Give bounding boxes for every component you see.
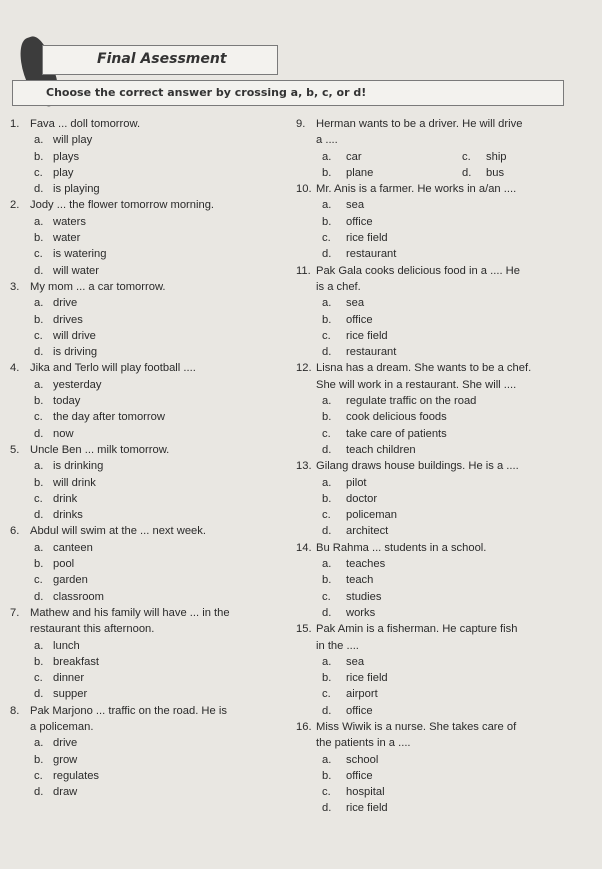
question-9 <box>296 116 596 181</box>
option-letter: b. <box>322 672 332 685</box>
option-letter: c. <box>34 411 43 424</box>
option-text: sea <box>346 655 365 668</box>
option-text: sea <box>346 297 365 310</box>
question-text: Bu Rahma ... students in a school. <box>316 541 487 554</box>
answer-option[interactable] <box>10 230 294 246</box>
option-letter: b. <box>322 166 332 179</box>
option-text: regulate traffic on the road <box>346 395 477 408</box>
question-7 <box>10 605 294 703</box>
answer-option[interactable] <box>10 638 294 654</box>
answer-option[interactable] <box>296 523 596 539</box>
answer-option[interactable] <box>296 556 596 572</box>
option-text: office <box>346 313 373 326</box>
option-text: doctor <box>346 492 378 505</box>
option-letter: b. <box>34 476 44 489</box>
option-text: drive <box>53 737 78 750</box>
option-letter: d. <box>34 688 44 701</box>
question-text: Herman wants to be a driver. He will drive <box>316 118 523 130</box>
option-text: cook delicious foods <box>346 411 447 424</box>
option-letter: d. <box>34 786 44 799</box>
answer-option[interactable] <box>296 605 596 621</box>
option-letter: c. <box>322 509 331 522</box>
answer-option[interactable] <box>296 409 596 425</box>
question-text: Mr. Anis is a farmer. He works in a/an .... <box>316 183 517 196</box>
question-text: Jika and Terlo will play football .... <box>30 362 196 375</box>
question-stem-line <box>296 181 596 197</box>
question-text: Pak Marjono ... traffic on the road. He is <box>30 704 227 717</box>
answer-option[interactable] <box>10 556 294 572</box>
question-stem-line <box>296 735 596 751</box>
answer-option[interactable] <box>296 491 596 507</box>
page-title: Final Asessment <box>97 51 227 67</box>
option-text: draw <box>53 786 78 799</box>
option-letter: b. <box>322 769 332 782</box>
question-number: 7. <box>10 606 20 619</box>
question-number: 16. <box>296 720 312 733</box>
question-text: Gilang draws house buildings. He is a .... <box>316 460 519 473</box>
answer-option[interactable] <box>296 670 596 686</box>
answer-option[interactable] <box>296 426 596 442</box>
question-stem-line <box>296 458 596 474</box>
right-question-column <box>296 116 596 817</box>
answer-option[interactable] <box>296 572 596 588</box>
option-letter: c. <box>34 248 43 261</box>
option-text: yesterday <box>53 378 102 391</box>
option-letter: b. <box>322 215 332 228</box>
question-stem-line <box>10 703 294 719</box>
option-text: regulates <box>53 769 100 782</box>
option-letter: c. <box>462 150 471 163</box>
answer-option[interactable] <box>10 540 294 556</box>
answer-option-row <box>296 165 596 181</box>
answer-option[interactable] <box>10 328 294 344</box>
option-text: dinner <box>53 672 85 685</box>
option-letter: c. <box>34 166 43 179</box>
question-6 <box>10 523 294 604</box>
option-text: architect <box>346 525 389 538</box>
question-text: a .... <box>316 134 338 147</box>
question-number: 4. <box>10 362 20 375</box>
option-text: hospital <box>346 786 385 799</box>
option-text: studies <box>346 590 382 603</box>
question-14 <box>296 540 596 621</box>
question-stem-line <box>10 442 294 458</box>
question-number: 11. <box>296 264 311 277</box>
option-text: classroom <box>53 590 104 603</box>
answer-option[interactable] <box>296 197 596 213</box>
option-letter: c. <box>322 590 331 603</box>
question-number: 3. <box>10 280 20 293</box>
option-text: drink <box>53 492 78 505</box>
question-stem-line <box>10 523 294 539</box>
option-letter: a. <box>34 639 44 652</box>
question-text: Abdul will swim at the ... next week. <box>30 525 206 538</box>
option-letter: c. <box>322 786 331 799</box>
option-text: sea <box>346 199 365 212</box>
answer-option[interactable] <box>296 686 596 702</box>
option-letter: c. <box>34 492 43 505</box>
answer-option[interactable] <box>322 149 462 165</box>
question-stem-line <box>10 605 294 621</box>
option-text: breakfast <box>53 655 100 668</box>
answer-option[interactable] <box>296 768 596 784</box>
question-number: 2. <box>10 199 20 212</box>
option-letter: d. <box>34 346 44 359</box>
question-text: is a chef. <box>316 280 361 293</box>
answer-option[interactable] <box>10 686 294 702</box>
option-text: restaurant <box>346 248 397 261</box>
answer-option[interactable] <box>296 214 596 230</box>
option-text: will drive <box>53 329 96 342</box>
answer-option[interactable] <box>10 246 294 262</box>
question-stem-line <box>296 719 596 735</box>
answer-option[interactable] <box>10 165 294 181</box>
answer-option[interactable] <box>296 393 596 409</box>
option-text: teach children <box>346 443 416 456</box>
question-text: Fava ... doll tomorrow. <box>30 118 141 130</box>
option-letter: b. <box>322 492 332 505</box>
question-5 <box>10 442 294 523</box>
question-stem-line <box>296 377 596 393</box>
option-letter: c. <box>34 574 43 587</box>
answer-option[interactable] <box>296 328 596 344</box>
answer-option[interactable] <box>10 784 294 800</box>
option-letter: b. <box>34 232 44 245</box>
option-text: policeman <box>346 509 397 522</box>
option-text: office <box>346 215 373 228</box>
option-text: waters <box>53 215 86 228</box>
question-number: 1. <box>10 118 20 130</box>
question-number: 6. <box>10 525 20 538</box>
answer-option[interactable] <box>10 393 294 409</box>
option-text: supper <box>53 688 88 701</box>
answer-option[interactable] <box>10 507 294 523</box>
option-text: restaurant <box>346 346 397 359</box>
question-text: Pak Amin is a fisherman. He capture fish <box>316 623 518 636</box>
answer-option[interactable] <box>10 458 294 474</box>
answer-option[interactable] <box>462 165 504 181</box>
question-8 <box>10 703 294 801</box>
answer-option[interactable] <box>296 507 596 523</box>
answer-option[interactable] <box>10 426 294 442</box>
question-number: 15. <box>296 623 312 636</box>
option-text: water <box>53 232 81 245</box>
option-text: lunch <box>53 639 80 652</box>
option-text: take care of patients <box>346 427 447 440</box>
option-letter: b. <box>34 313 44 326</box>
option-letter: c. <box>322 329 331 342</box>
question-stem-line <box>10 197 294 213</box>
option-letter: c. <box>34 769 43 782</box>
question-number: 5. <box>10 443 20 456</box>
question-4 <box>10 360 294 441</box>
question-text: She will work in a restaurant. She will .... <box>316 378 517 391</box>
title-box <box>42 45 278 75</box>
option-letter: a. <box>322 655 332 668</box>
option-letter: a. <box>322 395 332 408</box>
answer-option[interactable] <box>10 572 294 588</box>
answer-option-row <box>296 149 596 165</box>
option-letter: d. <box>322 802 332 815</box>
option-text: will play <box>53 134 93 147</box>
answer-option[interactable] <box>10 149 294 165</box>
question-stem-line <box>10 279 294 295</box>
option-letter: d. <box>34 427 44 440</box>
question-11 <box>296 263 596 361</box>
option-letter: d. <box>322 704 332 717</box>
question-text: Pak Gala cooks delicious food in a .... He <box>316 264 520 277</box>
answer-option[interactable] <box>10 214 294 230</box>
answer-option[interactable] <box>10 491 294 507</box>
question-text: Mathew and his family will have ... in the <box>30 606 230 619</box>
option-text: drive <box>53 297 78 310</box>
question-stem-line <box>10 719 294 735</box>
answer-option[interactable] <box>10 295 294 311</box>
option-text: rice field <box>346 672 388 685</box>
question-2 <box>10 197 294 278</box>
option-text: play <box>53 166 74 179</box>
option-letter: c. <box>322 688 331 701</box>
question-15 <box>296 621 596 719</box>
instruction-text: Choose the correct answer by crossing a, b, c, or d! <box>46 86 367 99</box>
option-text: bus <box>486 166 505 179</box>
answer-option[interactable] <box>10 132 294 148</box>
option-letter: d. <box>34 183 44 196</box>
question-stem-line <box>296 116 596 132</box>
answer-option[interactable] <box>296 230 596 246</box>
question-text: Lisna has a dream. She wants to be a chef. <box>316 362 532 375</box>
question-stem-line <box>296 621 596 637</box>
left-question-column <box>10 116 294 800</box>
option-text: the day after tomorrow <box>53 411 165 424</box>
option-text: canteen <box>53 541 93 554</box>
answer-option[interactable] <box>462 149 507 165</box>
answer-option[interactable] <box>10 312 294 328</box>
question-stem-line <box>296 279 596 295</box>
option-letter: a. <box>322 476 332 489</box>
answer-option[interactable] <box>322 165 462 181</box>
instruction-box <box>12 80 564 106</box>
option-text: drives <box>53 313 83 326</box>
option-text: plays <box>53 150 80 163</box>
option-letter: c. <box>322 427 331 440</box>
question-13 <box>296 458 596 539</box>
option-text: teach <box>346 574 374 587</box>
answer-option[interactable] <box>296 442 596 458</box>
question-stem-line <box>10 621 294 637</box>
option-text: teaches <box>346 558 386 571</box>
option-text: rice field <box>346 802 388 815</box>
answer-option[interactable] <box>10 768 294 784</box>
option-text: today <box>53 395 81 408</box>
answer-option[interactable] <box>296 589 596 605</box>
answer-option[interactable] <box>10 377 294 393</box>
option-text: garden <box>53 574 88 587</box>
option-letter: d. <box>322 443 332 456</box>
question-number: 14. <box>296 541 312 554</box>
question-16 <box>296 719 596 817</box>
question-text: My mom ... a car tomorrow. <box>30 280 166 293</box>
option-letter: c. <box>34 329 43 342</box>
option-letter: d. <box>322 525 332 538</box>
option-text: is driving <box>53 346 98 359</box>
option-text: works <box>346 606 376 619</box>
answer-option[interactable] <box>10 181 294 197</box>
option-letter: a. <box>34 215 44 228</box>
question-number: 13. <box>296 460 312 473</box>
option-text: is playing <box>53 183 100 196</box>
question-3 <box>10 279 294 360</box>
option-letter: c. <box>34 672 43 685</box>
answer-option[interactable] <box>296 246 596 262</box>
question-stem-line <box>296 263 596 279</box>
option-letter: d. <box>462 166 472 179</box>
answer-option[interactable] <box>10 735 294 751</box>
answer-option[interactable] <box>10 589 294 605</box>
option-text: car <box>346 150 362 163</box>
answer-option[interactable] <box>296 784 596 800</box>
option-text: rice field <box>346 232 388 245</box>
option-letter: d. <box>322 248 332 261</box>
question-10 <box>296 181 596 262</box>
option-text: is watering <box>53 248 107 261</box>
question-text: the patients in a .... <box>316 737 411 750</box>
option-letter: b. <box>34 150 44 163</box>
option-letter: a. <box>322 297 332 310</box>
question-text: a policeman. <box>30 720 94 733</box>
option-letter: d. <box>34 509 44 522</box>
option-text: drinks <box>53 509 83 522</box>
answer-option[interactable] <box>296 703 596 719</box>
answer-option[interactable] <box>296 752 596 768</box>
answer-option[interactable] <box>10 263 294 279</box>
option-letter: d. <box>34 264 44 277</box>
question-text: Uncle Ben ... milk tomorrow. <box>30 443 170 456</box>
option-letter: b. <box>322 574 332 587</box>
option-letter: b. <box>34 753 44 766</box>
question-text: in the .... <box>316 639 359 652</box>
question-number: 10. <box>296 183 312 196</box>
answer-option[interactable] <box>296 654 596 670</box>
option-letter: b. <box>322 313 332 326</box>
option-letter: a. <box>322 150 332 163</box>
option-text: grow <box>53 753 78 766</box>
question-stem-line <box>296 132 596 148</box>
option-text: will drink <box>53 476 96 489</box>
option-text: is drinking <box>53 460 104 473</box>
option-text: plane <box>346 166 374 179</box>
option-letter: b. <box>322 411 332 424</box>
option-text: will water <box>53 264 100 277</box>
question-number: 9. <box>296 118 306 130</box>
answer-option[interactable] <box>10 344 294 360</box>
option-letter: a. <box>34 460 44 473</box>
question-stem-line <box>10 360 294 376</box>
answer-option[interactable] <box>10 752 294 768</box>
answer-option[interactable] <box>296 800 596 816</box>
answer-option[interactable] <box>10 475 294 491</box>
option-text: now <box>53 427 74 440</box>
option-letter: a. <box>34 134 44 147</box>
option-letter: b. <box>34 395 44 408</box>
option-text: rice field <box>346 329 388 342</box>
answer-option[interactable] <box>10 670 294 686</box>
question-number: 8. <box>10 704 20 717</box>
question-12 <box>296 360 596 458</box>
question-text: restaurant this afternoon. <box>30 623 155 636</box>
option-letter: d. <box>322 606 332 619</box>
option-letter: d. <box>322 346 332 359</box>
answer-option[interactable] <box>296 312 596 328</box>
option-letter: a. <box>34 297 44 310</box>
option-letter: b. <box>34 655 44 668</box>
option-letter: c. <box>322 232 331 245</box>
answer-option[interactable] <box>296 475 596 491</box>
option-text: ship <box>486 150 507 163</box>
question-number: 12. <box>296 362 312 375</box>
option-letter: b. <box>34 558 44 571</box>
option-text: office <box>346 704 373 717</box>
option-letter: a. <box>322 558 332 571</box>
question-stem-line <box>296 638 596 654</box>
question-stem-line <box>296 360 596 376</box>
option-text: airport <box>346 688 378 701</box>
answer-option[interactable] <box>10 654 294 670</box>
option-text: office <box>346 769 373 782</box>
option-letter: a. <box>34 378 44 391</box>
option-text: pool <box>53 558 75 571</box>
option-letter: d. <box>34 590 44 603</box>
option-letter: a. <box>322 199 332 212</box>
question-stem-line <box>10 116 294 132</box>
question-text: Miss Wiwik is a nurse. She takes care of <box>316 720 517 733</box>
question-1 <box>10 116 294 197</box>
question-text: Jody ... the flower tomorrow morning. <box>30 199 215 212</box>
answer-option[interactable] <box>10 409 294 425</box>
answer-option[interactable] <box>296 344 596 360</box>
option-letter: a. <box>34 737 44 750</box>
option-letter: a. <box>322 753 332 766</box>
answer-option[interactable] <box>296 295 596 311</box>
option-text: pilot <box>346 476 367 489</box>
option-letter: a. <box>34 541 44 554</box>
option-text: school <box>346 753 379 766</box>
question-stem-line <box>296 540 596 556</box>
